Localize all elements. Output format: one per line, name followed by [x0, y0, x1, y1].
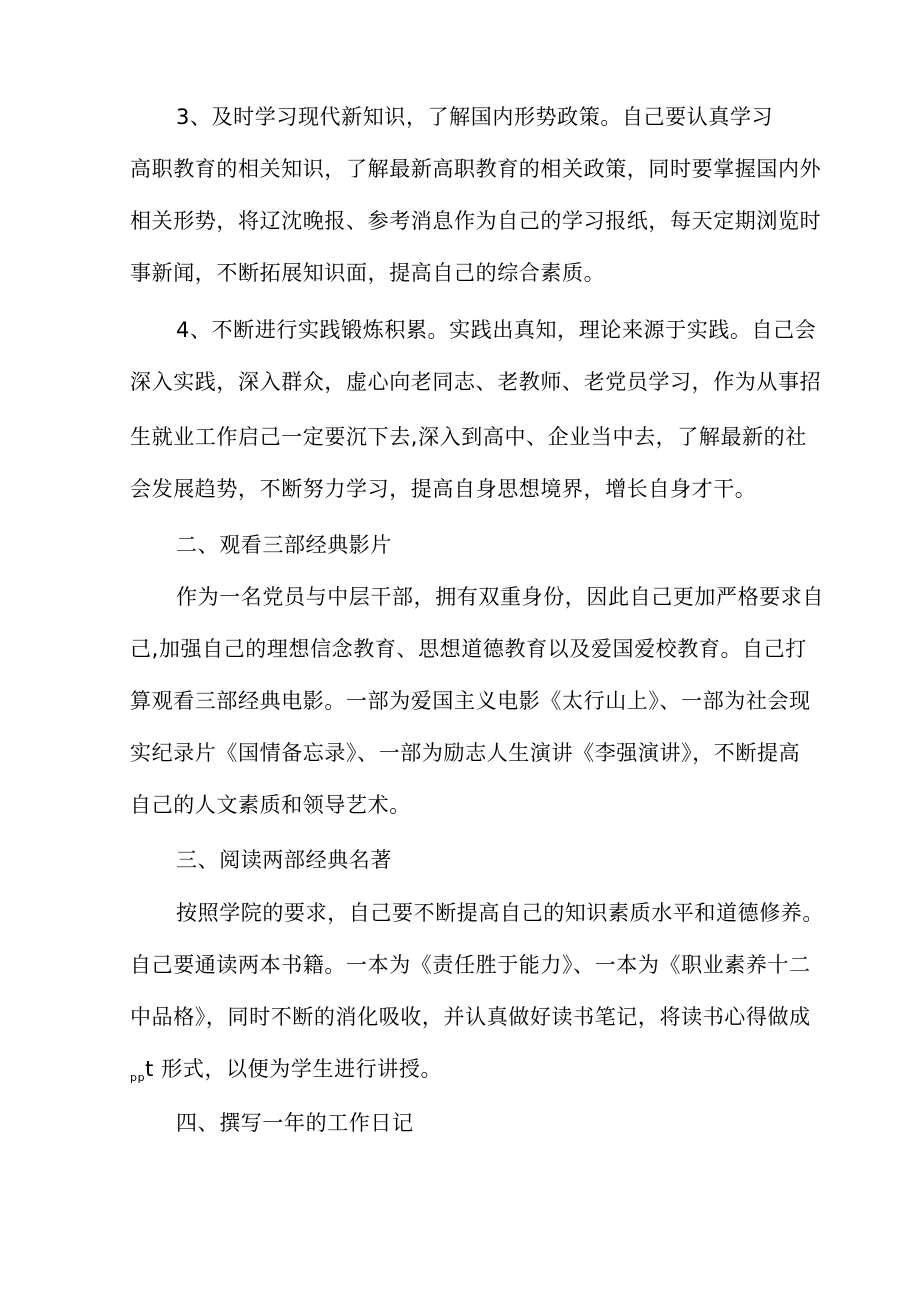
section-3-line-2: 自己要通读两本书籍。一本为《责任胜于能力》、一本为《职业素养十二 — [130, 953, 811, 977]
section-2-line-3: 算观看三部经典电影。一部为爱国主义电影《太行山上》、一部为社会现 — [130, 689, 811, 713]
section-3-line-1: 按照学院的要求，自己要不断提高自己的知识素质水平和道德修养。 — [176, 901, 824, 925]
paragraph-4-line-1: 4、不断进行实践锻炼积累。实践出真知，理论来源于实践。自己会 — [176, 318, 817, 342]
section-2-line-2: 己,加强自己的理想信念教育、思想道德教育以及爱国爱校教育。自己打 — [130, 637, 807, 661]
ppt-suffix-text: t 形式，以便为学生进行讲授。 — [145, 1057, 443, 1081]
paragraph-4-line-3: 生就业工作启己一定要沉下去,深入到高中、企业当中去，了解最新的社 — [130, 425, 807, 449]
paragraph-3-line-3: 相关形势，将辽沈晚报、参考消息作为自己的学习报纸，每天定期浏览时 — [130, 209, 822, 233]
ppt-prefix-small: pp — [130, 1071, 146, 1084]
paragraph-3-line-4: 事新闻，不断拓展知识面，提高自己的综合素质。 — [130, 261, 606, 285]
section-2-line-5: 自己的人文素质和领导艺术。 — [130, 793, 411, 817]
paragraph-4-line-4: 会发展趋势，不断努力学习，提高自身思想境界，增长自身才干。 — [130, 477, 757, 501]
section-2-line-4: 实纪录片《国情备忘录》、一部为励志人生演讲《李强演讲》，不断提高 — [130, 741, 801, 765]
section-2-line-1: 作为一名党员与中层干部，拥有双重身份，因此自己更加严格要求自 — [176, 585, 824, 609]
paragraph-4-line-2: 深入实践，深入群众，虚心向老同志、老教师、老党员学习，作为从事招 — [130, 370, 822, 394]
section-3-line-4 — [130, 1054, 442, 1093]
section-heading-4: 四、撰写一年的工作日记 — [176, 1111, 414, 1135]
section-heading-3: 三、阅读两部经典名著 — [176, 848, 392, 872]
paragraph-3-line-1: 3、及时学习现代新知识，了解国内形势政策。自己要认真学习 — [176, 105, 774, 129]
section-heading-2: 二、观看三部经典影片 — [176, 533, 392, 557]
section-3-line-3: 中品格》，同时不断的消化吸收，并认真做好读书笔记，将读书心得做成 — [130, 1005, 811, 1029]
paragraph-3-line-2: 高职教育的相关知识，了解最新高职教育的相关政策，同时要掌握国内外 — [130, 157, 822, 181]
